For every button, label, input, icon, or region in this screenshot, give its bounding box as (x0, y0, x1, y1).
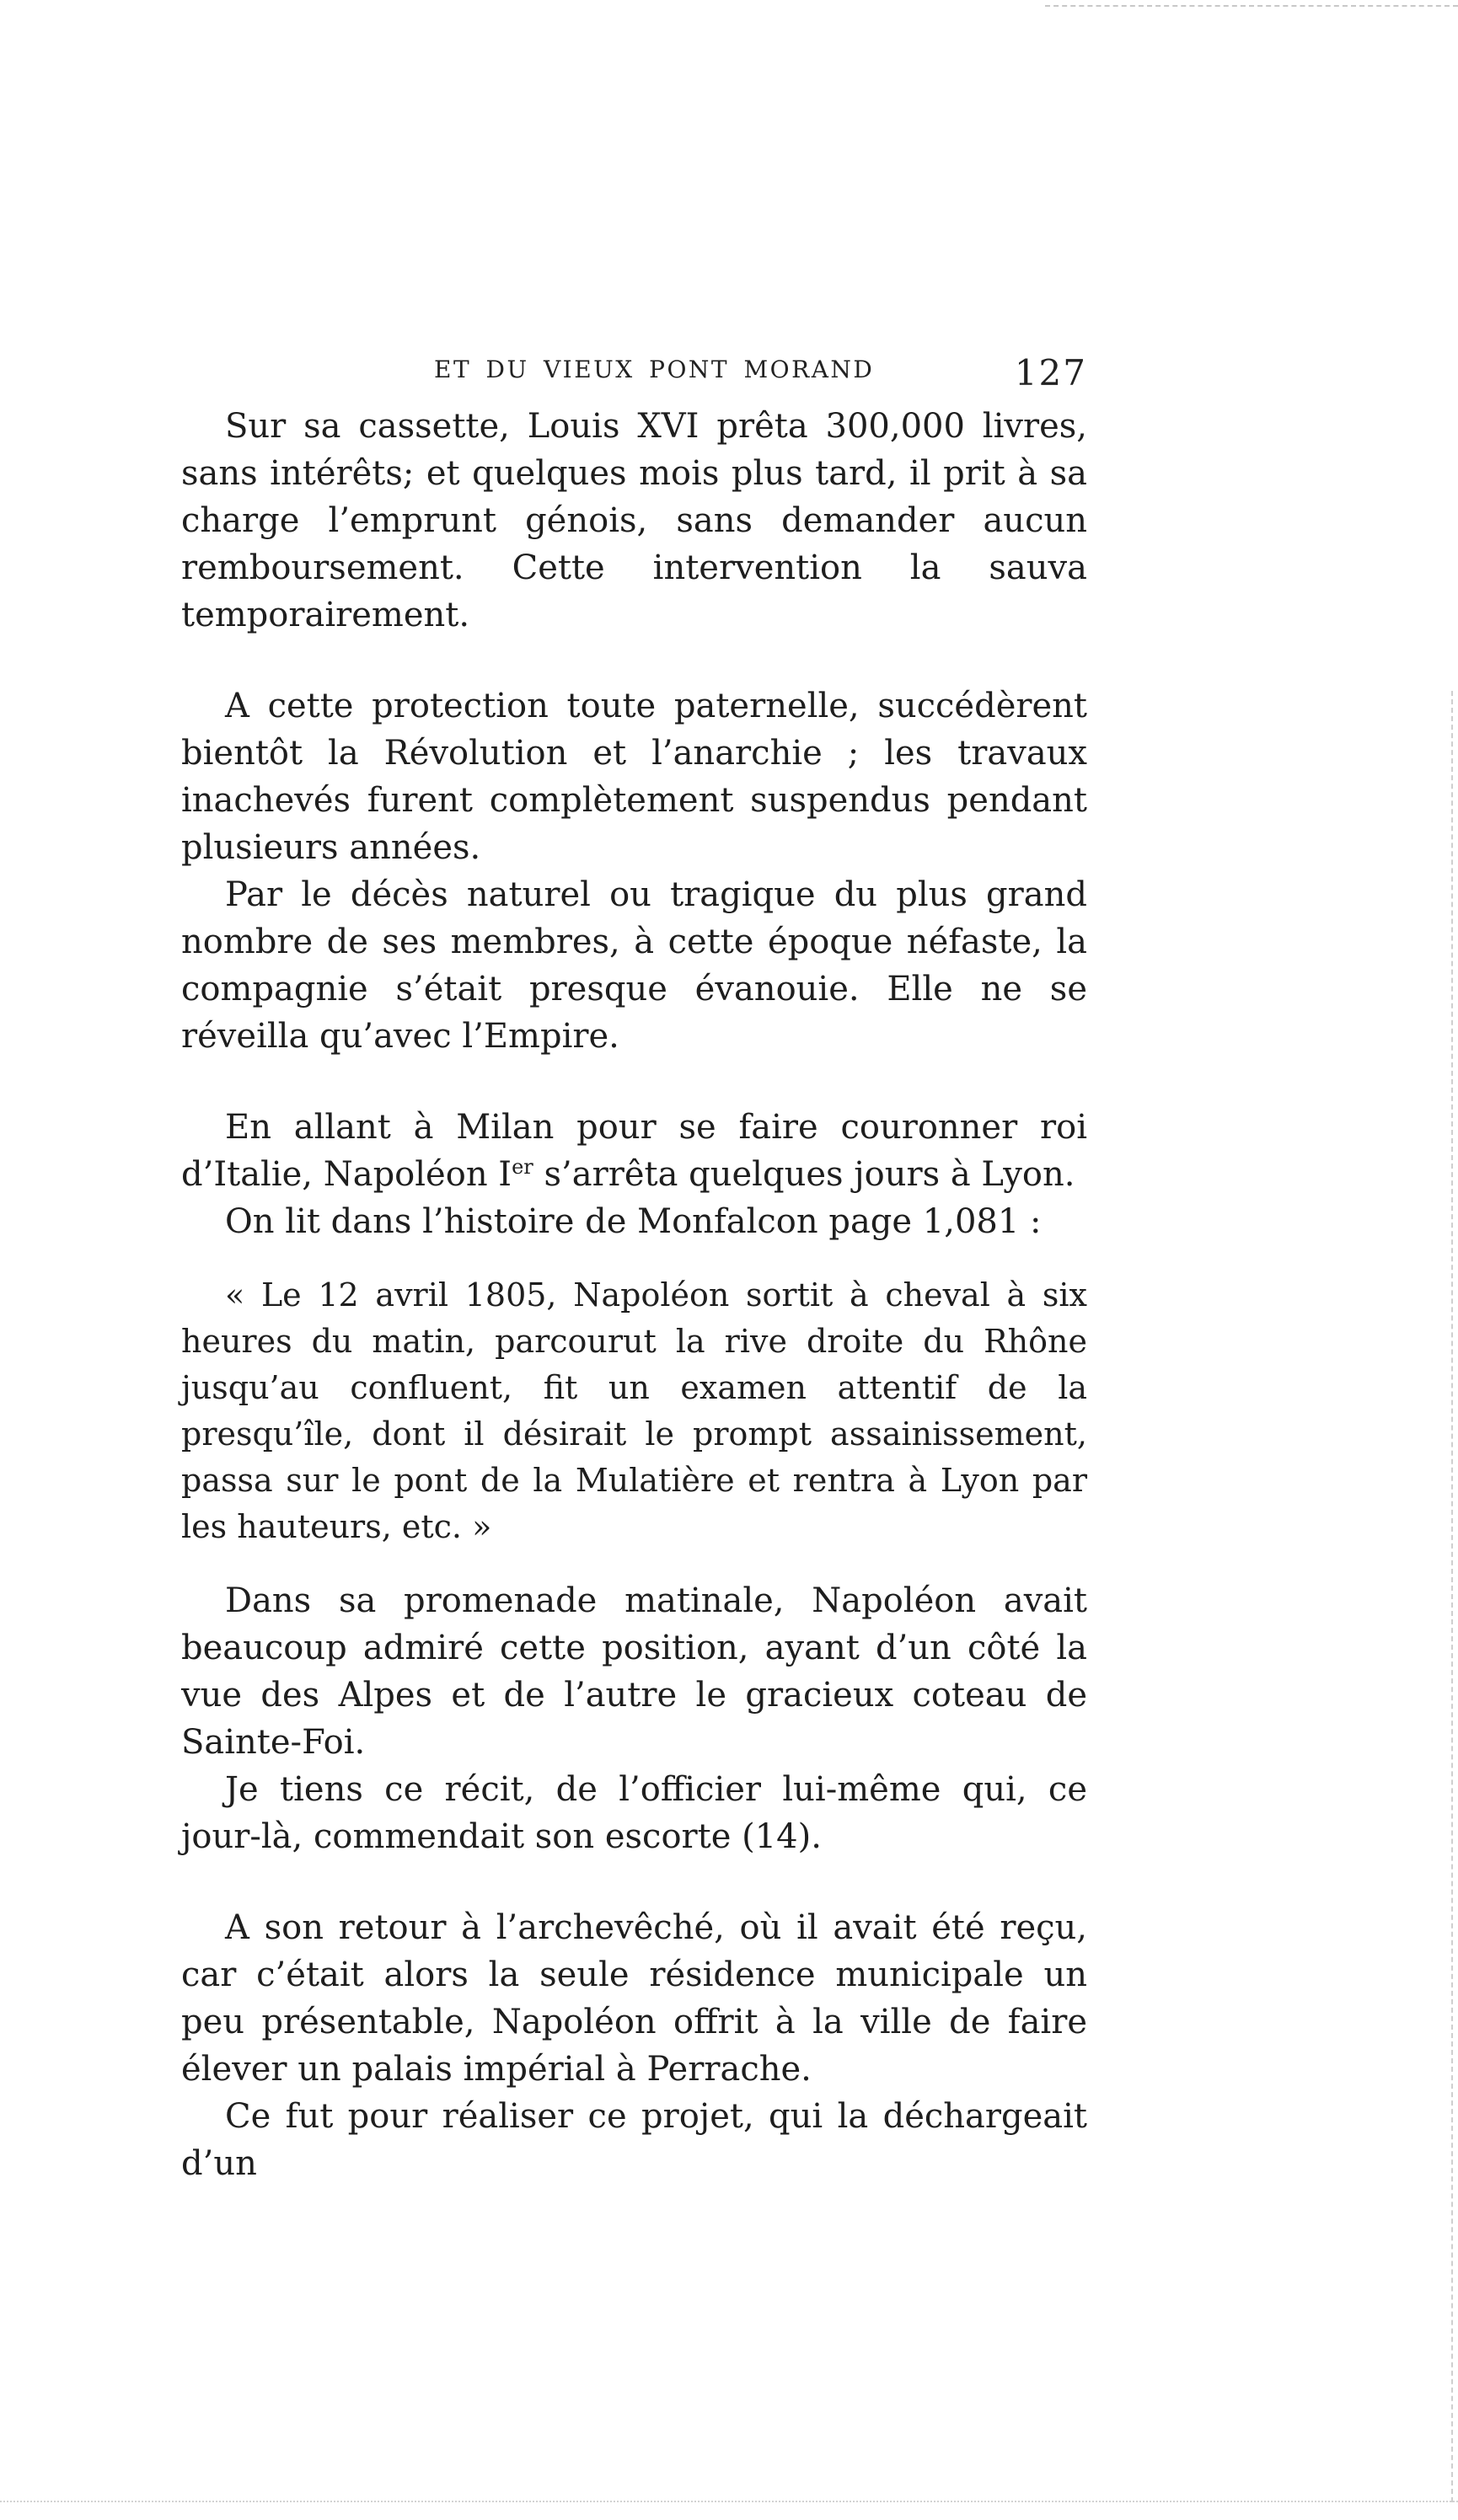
quotation: « Le 12 avril 1805, Napoléon sortit à cheval à six heures du matin, parcourut la rive droite du Rhône jusqu’au confluent, fit un examen attentif de la presqu’île, dont il désirait le prompt assainissement, passa sur le pont de la Mulatière et rentra à Lyon par les hauteurs, etc. » (181, 1276, 1087, 1545)
paragraph: On lit dans l’histoire de Monfalcon page 1,081 : (225, 1202, 1042, 1241)
running-head: ET DU VIEUX PONT MORAND (434, 356, 875, 383)
superscript: er (512, 1155, 533, 1179)
paragraph: Ce fut pour réaliser ce projet, qui la déchargeait d’un (181, 2097, 1087, 2183)
paragraph (181, 1104, 1087, 1198)
paragraph: Je tiens ce récit, de l’officier lui-même qui, ce jour-là, commendait son escorte (14). (181, 1770, 1087, 1856)
paragraph: Dans sa promenade matinale, Napoléon avait beaucoup admiré cette position, ayant d’un côté la vue des Alpes et de l’autre le gracieux coteau de Sainte-Foi. (181, 1581, 1087, 1762)
paragraph: Sur sa cassette, Louis XVI prêta 300,000 livres, sans intérêts; et quelques mois plus tard, il prit à sa charge l’emprunt génois, sans demander aucun remboursement. Cette intervention la sauva temporairement. (181, 407, 1087, 634)
page-edge-bottom (0, 2501, 1458, 2502)
page-header (181, 352, 1087, 403)
page-edge-right (1451, 691, 1453, 2502)
page-number: 127 (1014, 352, 1087, 393)
page-edge-top (1045, 5, 1458, 7)
body-text (181, 403, 1087, 2187)
paragraph: A cette protection toute paternelle, succédèrent bientôt la Révolution et l’anarchie ; les travaux inachevés furent complètement suspendus pendant plusieurs années. (181, 687, 1087, 867)
paragraph-text: s’arrêta quelques jours à Lyon. (533, 1155, 1075, 1194)
paragraph-text: En allant à Milan pour se faire couronner roi d’Italie, Napoléon I (181, 1108, 1087, 1194)
paragraph: Par le décès naturel ou tragique du plus grand nombre de ses membres, à cette époque néfaste, la compagnie s’était presque évanouie. Elle ne se réveilla qu’avec l’Empire. (181, 875, 1087, 1056)
paragraph: A son retour à l’archevêché, où il avait été reçu, car c’était alors la seule résidence municipale un peu présentable, Napoléon offrit à la ville de faire élever un palais impérial à Perrache. (181, 1908, 1087, 2089)
